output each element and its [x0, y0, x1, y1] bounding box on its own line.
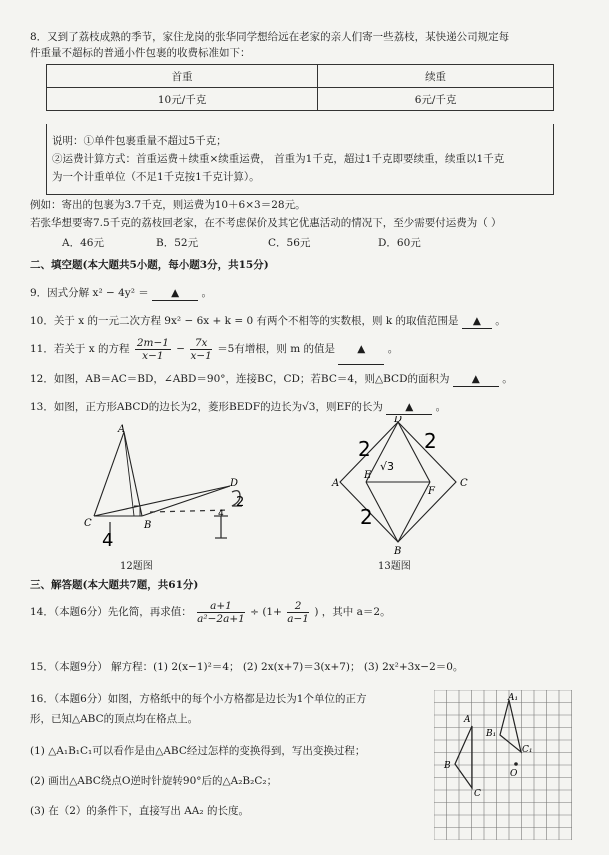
q10-answer-blank: ▲ — [462, 314, 492, 329]
q14-divide: ÷ — [250, 606, 259, 618]
fee-note-2: ②运费计算方式：首重运费＋续重×续重运费， 首重为1千克，超过1千克即要续重，续重以1千克 — [52, 153, 505, 165]
q14 — [30, 596, 391, 628]
figure-13-diagram — [330, 416, 480, 556]
q13-end: 。 — [435, 401, 447, 413]
fee-table-first-weight-price: 10元/千克 — [47, 88, 318, 111]
q11 — [30, 334, 398, 365]
q8-question: 若张华想要寄7.5千克的荔枝回老家，在不考虑保价及其它优惠活动的情况下，至少需要付运费为（ ） — [30, 217, 502, 229]
q8-option-d: D．60元 — [378, 237, 421, 249]
figure-16-label-c: C — [474, 789, 481, 799]
q16-line1: 16．（本题6分）如图，方格纸中的每个小方格都是边长为1个单位的正方 — [30, 693, 367, 705]
section-3-heading: 三、解答题(本大题共7题，共61分) — [30, 579, 199, 591]
q8-option-a: A．46元 — [62, 237, 104, 249]
figure-12-handwritten-2: 2 — [236, 495, 245, 510]
fee-table-header-extra-weight: 续重 — [318, 65, 554, 88]
figure-13-handwritten-2a: 2 — [358, 437, 371, 461]
q10 — [30, 314, 506, 329]
q9-text: 9．因式分解 x² − 4y² ＝ — [30, 287, 149, 299]
fee-note-3: 为一个计重单位（不足1千克按1千克计算）。 — [52, 171, 260, 183]
figure-16-label-a1: A₁ — [508, 693, 519, 703]
figure-16-label-c1: C₁ — [522, 745, 533, 755]
q14-fraction-2-denominator: a−1 — [287, 612, 309, 625]
fee-table-header-first-weight: 首重 — [47, 65, 318, 88]
q9-end: 。 — [201, 287, 212, 299]
figure-12-label-d: D — [230, 478, 239, 489]
figure-13-handwritten-sqrt3: √3 — [380, 460, 395, 473]
figure-13-handwritten-2b: 2 — [424, 429, 437, 453]
fee-table-extra-weight-price: 6元/千克 — [318, 88, 554, 111]
figure-13-label-a: A — [332, 478, 340, 489]
q14-fraction-1 — [197, 600, 245, 625]
q11-end: 。 — [387, 343, 399, 355]
q10-end: 。 — [495, 315, 506, 327]
q14-fraction-2-numerator: 2 — [287, 600, 309, 613]
figure-13-label-f: F — [428, 486, 435, 497]
figure-13-caption: 13题图 — [378, 561, 411, 572]
q11-fraction-1-denominator: x−1 — [142, 349, 164, 362]
q11-text: 11．若关于 x 的方程 — [30, 343, 130, 355]
figure-16-label-b1: B₁ — [486, 729, 497, 739]
figure-12-handwritten-4: 4 — [102, 530, 114, 550]
q12-end: 。 — [502, 373, 513, 385]
q10-text: 10．关于 x 的一元二次方程 9x² − 6x + k = 0 有两个不相等的实数根，则 k 的取值范围是 — [30, 315, 459, 327]
fee-table — [46, 64, 554, 111]
q8-intro-line2: 件重量不超标的普通小件包裹的收费标准如下： — [30, 47, 251, 59]
q8-option-c: C．56元 — [268, 237, 311, 249]
q13-answer-blank: ▲ — [386, 400, 432, 415]
q12-answer-blank: ▲ — [453, 372, 499, 387]
q16-part3: (3) 在（2）的条件下，直接写出 AA₂ 的长度。 — [30, 805, 249, 817]
q8-intro-line1: 8．又到了荔枝成熟的季节，家住龙岗的张华同学想给远在老家的亲人们寄一些荔枝，某快递公司规定每 — [30, 31, 510, 43]
q11-fraction-2-denominator: x−1 — [190, 349, 212, 362]
q14-text: 14．（本题6分）先化简，再求值： — [30, 606, 192, 618]
q14-condition: ，其中 a＝2。 — [321, 606, 391, 618]
q14-fraction-1-numerator: a+1 — [197, 600, 245, 613]
q16-line2: 形，已知△ABC的顶点均在格点上。 — [30, 713, 199, 725]
q15: 15．（本题9分） 解方程：(1) 2(x−1)²＝4； (2) 2x(x+7)＝3(x+7)； (3) 2x²+3x−2＝0。 — [30, 661, 464, 673]
q14-paren-open: (1+ — [262, 606, 282, 618]
figure-16-label-b: B — [444, 761, 451, 771]
q11-fraction-1 — [135, 337, 171, 362]
figure-13-label-d: D — [394, 416, 403, 425]
q14-paren-close: ) — [314, 606, 319, 618]
q11-answer-blank: ▲ — [338, 334, 384, 365]
q12-text: 12．如图，AB＝AC＝BD，∠ABD＝90°，连接BC，CD；若BC＝4，则△BCD的面积为 — [30, 373, 450, 385]
figure-13-handwritten-2c: 2 — [360, 505, 373, 529]
q11-fraction-2-numerator: 7x — [190, 337, 211, 350]
fee-note-1: 说明：①单件包裹重量不超过5千克； — [52, 135, 227, 147]
figure-12-label-c: C — [84, 518, 92, 529]
q14-fraction-1-denominator: a²−2a+1 — [197, 612, 245, 625]
q11-fraction-2 — [190, 337, 211, 362]
figure-16-grid-diagram — [434, 690, 572, 840]
figure-16-label-a: A — [464, 715, 471, 725]
section-2-heading: 二、填空题(本大题共5小题，每小题3分，共15分) — [30, 259, 269, 271]
figure-12-caption: 12题图 — [120, 561, 153, 572]
figure-12-label-a: A — [118, 424, 126, 435]
figure-16-label-o: O — [510, 769, 518, 779]
figure-12-diagram — [80, 420, 260, 550]
q16-part1: (1) △A₁B₁C₁可以看作是由△ABC经过怎样的变换得到，写出变换过程； — [30, 745, 366, 757]
q13-text: 13．如图，正方形ABCD的边长为2，菱形BEDF的边长为√3，则EF的长为 — [30, 401, 383, 413]
figure-13-label-e: E — [364, 470, 372, 481]
q13 — [30, 400, 446, 415]
figure-13-label-c: C — [460, 478, 468, 489]
figure-12-label-b: B — [144, 520, 152, 531]
q14-fraction-2 — [287, 600, 309, 625]
q8-option-b: B．52元 — [156, 237, 199, 249]
q11-minus: − — [176, 343, 186, 355]
q9 — [30, 286, 212, 301]
q12 — [30, 372, 513, 387]
q9-answer-blank: ▲ — [152, 286, 198, 301]
q11-fraction-1-numerator: 2m−1 — [136, 336, 169, 349]
figure-12-handwritten-4b: 4 — [218, 509, 224, 519]
q11-text-2: ＝5有增根，则 m 的值是 — [217, 343, 335, 355]
q8-example: 例如：寄出的包裹为3.7千克，则运费为10＋6×3＝28元。 — [30, 199, 306, 211]
figure-13-label-b: B — [394, 546, 402, 556]
q16-part2: (2) 画出△ABC绕点O逆时针旋转90°后的△A₂B₂C₂； — [30, 775, 278, 787]
